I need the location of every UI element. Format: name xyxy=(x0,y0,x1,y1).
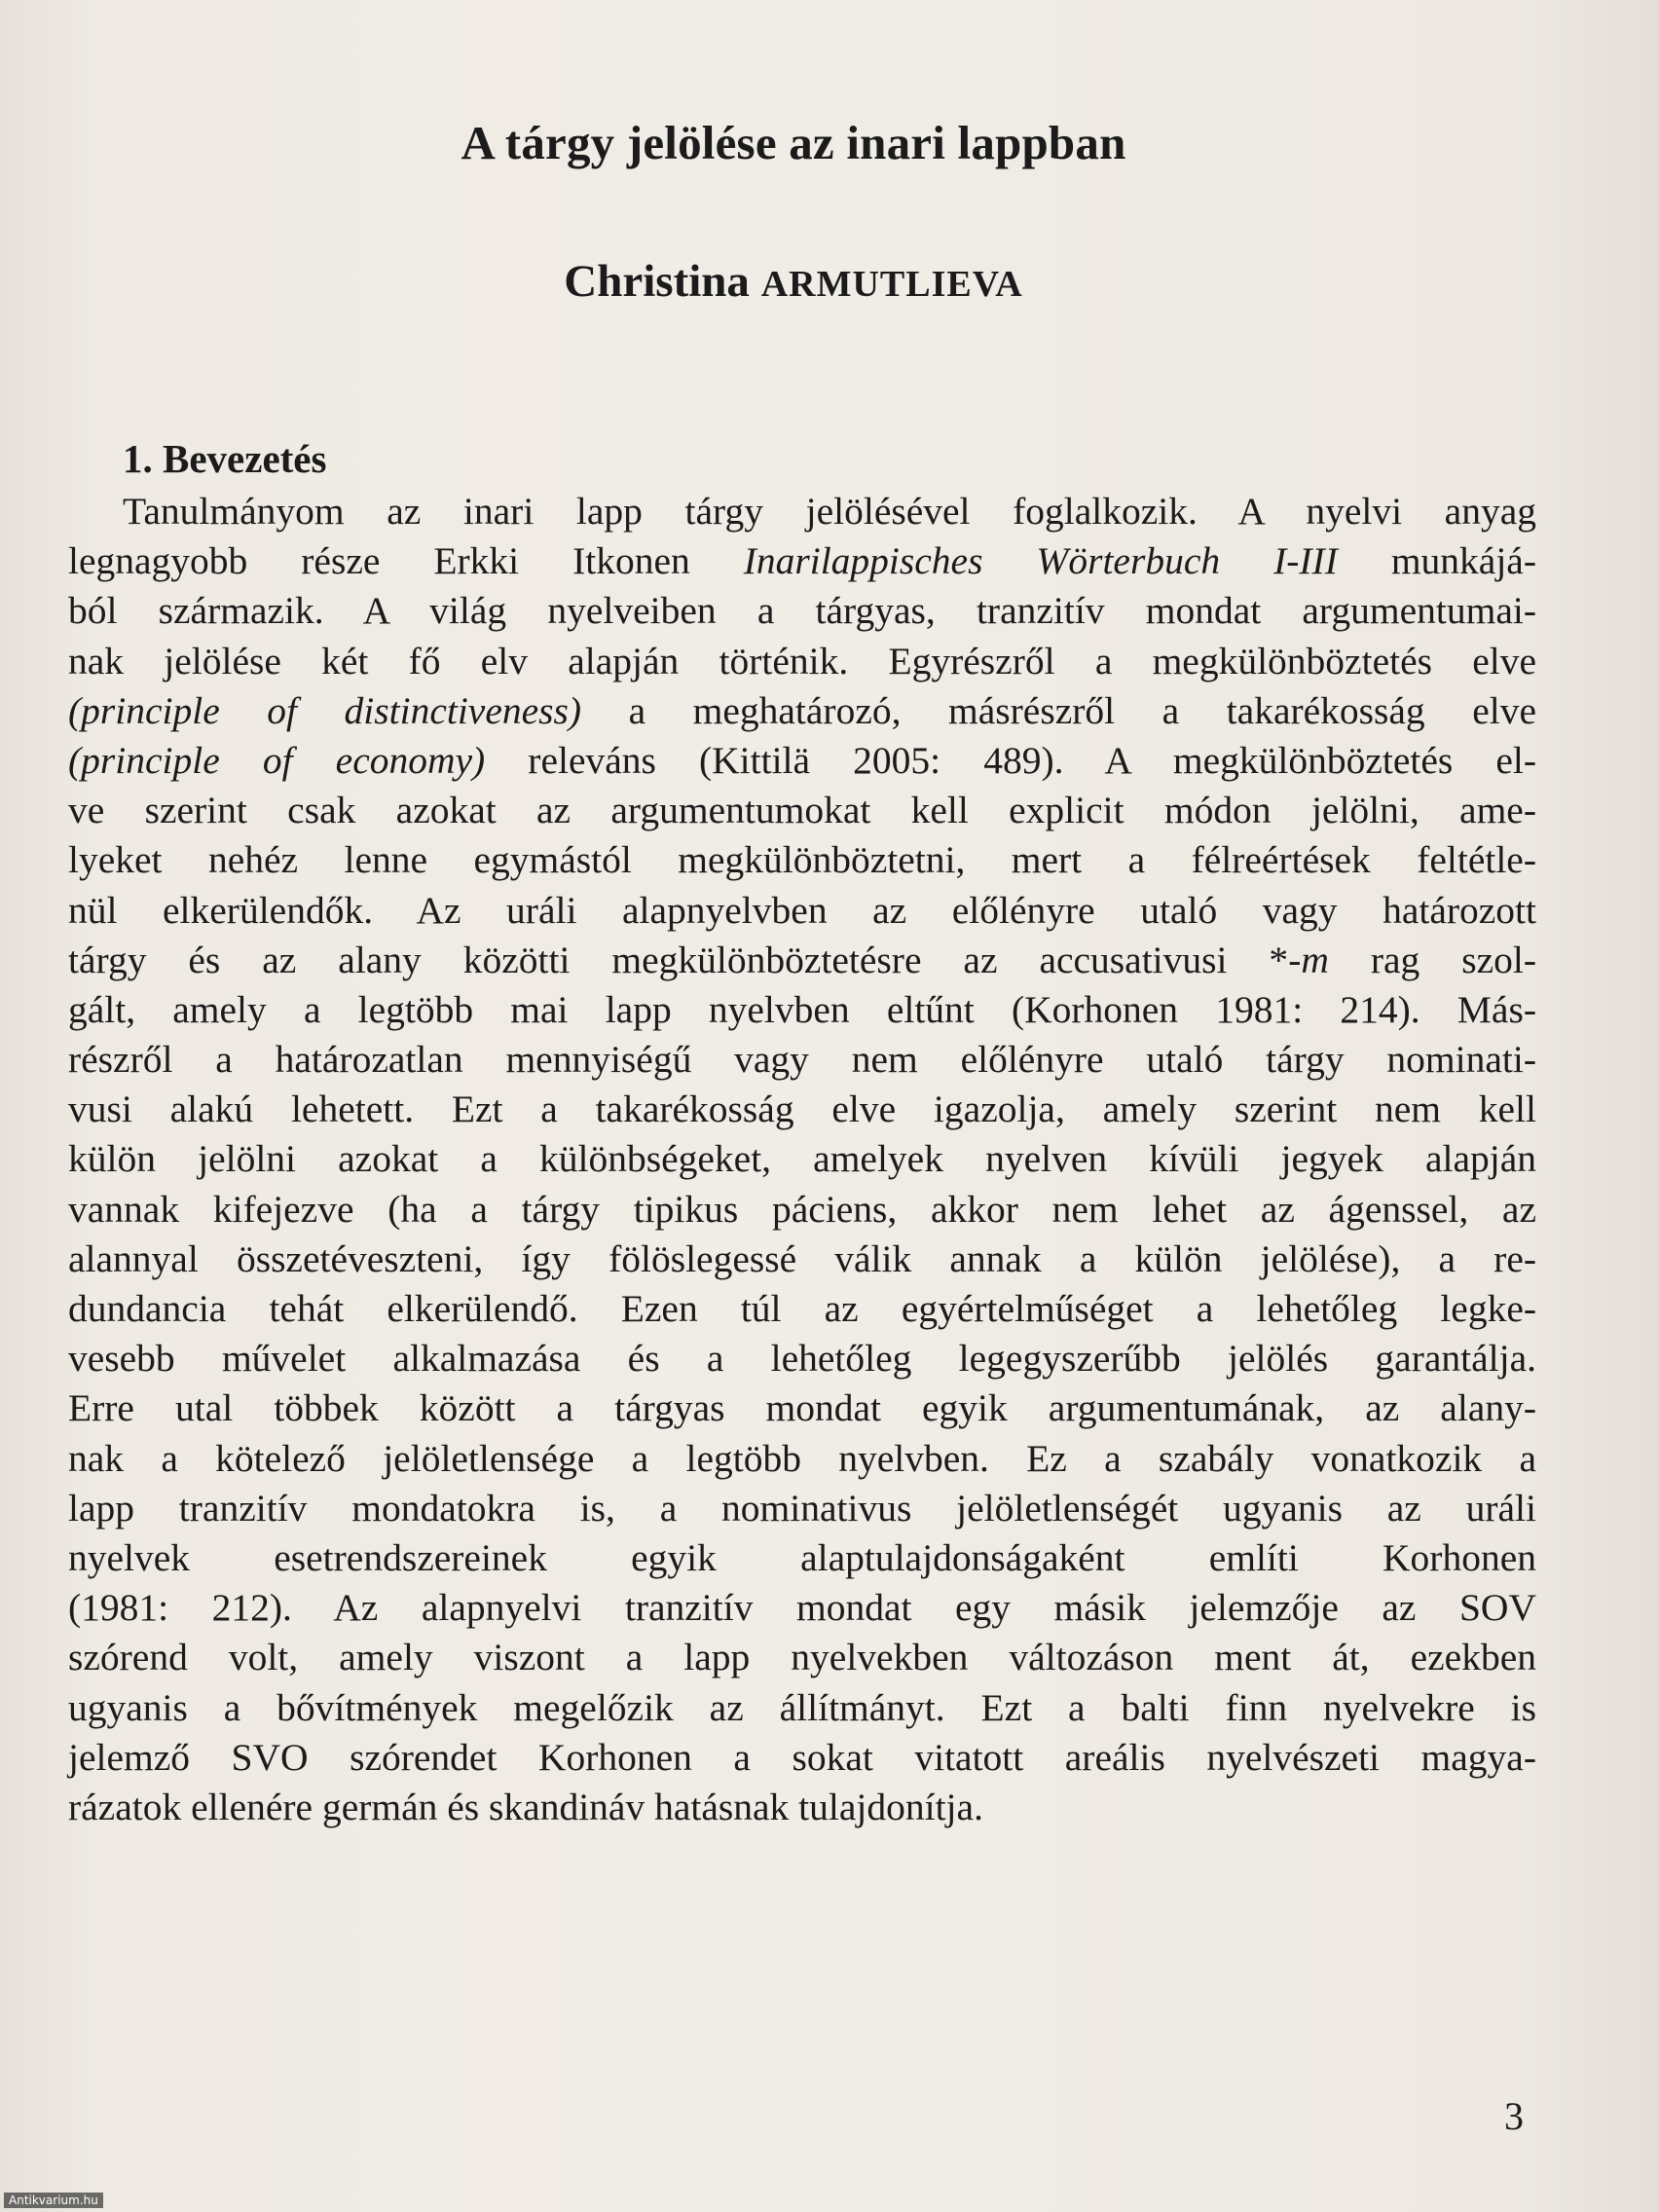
paragraph-line xyxy=(68,886,1536,936)
text-segment: vusi alakú lehetett. Ezt a takarékosság elve igazolja, amely szerint nem kell xyxy=(68,1088,1536,1131)
paragraph-line xyxy=(68,1783,1536,1832)
paragraph-line xyxy=(68,985,1536,1035)
text-segment: rag szol- xyxy=(1328,938,1536,981)
section-heading: 1. Bevezetés xyxy=(123,436,327,481)
text-segment: alannyal összetéveszteni, így fölöslegessé válik annak a külön jelölése), a re- xyxy=(68,1236,1536,1280)
text-segment: ve szerint csak azokat az argumentumokat kell explicit módon jelölni, ame- xyxy=(68,789,1536,832)
text-segment: tárgy és az alany közötti megkülönböztetésre az accusativusi * xyxy=(68,938,1289,981)
paragraph-line xyxy=(68,586,1536,636)
italic-segment: -m xyxy=(1288,938,1329,981)
page-number: 3 xyxy=(1504,2094,1524,2138)
text-segment: releváns (Kittilä 2005: 489). A megkülönböztetés el- xyxy=(485,738,1536,782)
paragraph-line xyxy=(68,1185,1536,1235)
paragraph-line xyxy=(68,1484,1536,1533)
paragraph-line xyxy=(68,1035,1536,1085)
text-segment: szórend volt, amely viszont a lapp nyelvekben változáson ment át, ezekben xyxy=(68,1636,1536,1679)
paragraph-line xyxy=(68,1683,1536,1733)
paragraph-line xyxy=(68,1235,1536,1284)
paragraph-line xyxy=(68,1134,1536,1184)
text-segment: lapp tranzitív mondatokra is, a nominativus jelöletlenségét ugyanis az uráli xyxy=(68,1486,1536,1530)
text-segment: munkájá- xyxy=(1337,539,1536,583)
italic-segment: (principle of economy) xyxy=(68,738,486,782)
text-segment: nül elkerülendők. Az uráli alapnyelvben az előlényre utaló vagy határozott xyxy=(68,888,1536,932)
text-segment: külön jelölni azokat a különbségeket, amelyek nyelven kívüli jegyek alapján xyxy=(68,1137,1536,1181)
text-segment: ugyanis a bővítmények megelőzik az állítmányt. Ezt a balti finn nyelvekre is xyxy=(68,1685,1536,1729)
author-last-name: ARMUTLIEVA xyxy=(760,264,1023,305)
paragraph-line xyxy=(68,936,1536,985)
body-paragraph xyxy=(68,487,1536,1832)
paragraph-line xyxy=(68,1085,1536,1134)
paragraph-line xyxy=(68,487,1536,536)
text-segment: Tanulmányom az inari lapp tárgy jelölésével foglalkozik. A nyelvi anyag xyxy=(123,490,1536,533)
paragraph-line xyxy=(68,1284,1536,1334)
text-segment: ból származik. A világ nyelveiben a tárgyas, tranzitív mondat argumentumai- xyxy=(68,589,1536,633)
text-segment: (1981: 212). Az alapnyelvi tranzitív mondat egy másik jelemzője az SOV xyxy=(68,1586,1536,1630)
paragraph-line xyxy=(68,736,1536,786)
text-segment: nak a kötelező jelöletlensége a legtöbb nyelvben. Ez a szabály vonatkozik a xyxy=(68,1436,1536,1480)
paragraph-line xyxy=(68,1733,1536,1783)
text-segment: Erre utal többek között a tárgyas mondat egyik argumentumának, az alany- xyxy=(68,1386,1536,1430)
author-name xyxy=(0,255,1587,308)
text-segment: a meghatározó, másrészről a takarékosság elve xyxy=(581,688,1536,732)
text-segment: jelemző SVO szórendet Korhonen a sokat vitatott areális nyelvészeti magya- xyxy=(68,1735,1536,1779)
paragraph-line xyxy=(68,1633,1536,1682)
paragraph-line xyxy=(68,1434,1536,1484)
paragraph-line xyxy=(68,686,1536,736)
text-segment: részről a határozatlan mennyiségű vagy nem előlényre utaló tárgy nominati- xyxy=(68,1038,1536,1082)
text-segment: rázatok ellenére germán és skandináv hatásnak tulajdonítja. xyxy=(68,1785,983,1828)
paragraph-line xyxy=(68,1383,1536,1433)
text-segment: legnagyobb része Erkki Itkonen xyxy=(68,539,744,583)
paragraph-line xyxy=(68,637,1536,686)
paragraph-line xyxy=(68,1583,1536,1633)
watermark-label: Antikvarium.hu xyxy=(4,2193,103,2208)
italic-segment: (principle of distinctiveness) xyxy=(68,688,582,732)
article-title: A tárgy jelölése az inari lappban xyxy=(461,116,1126,169)
text-segment: nak jelölése két fő elv alapján történik. Egyrészről a megkülönböztetés elve xyxy=(68,639,1536,682)
text-segment: vesebb művelet alkalmazása és a lehetőleg legegyszerűbb jelölés garantálja. xyxy=(68,1337,1536,1381)
text-segment: nyelvek esetrendszereinek egyik alaptulajdonságaként említi Korhonen xyxy=(68,1535,1536,1579)
text-segment: vannak kifejezve (ha a tárgy tipikus páciens, akkor nem lehet az ágenssel, az xyxy=(68,1187,1536,1231)
text-segment: dundancia tehát elkerülendő. Ezen túl az egyértelműséget a lehetőleg legke- xyxy=(68,1287,1536,1330)
author-first-name: Christina xyxy=(564,256,750,307)
paragraph-line xyxy=(68,835,1536,885)
paragraph-line xyxy=(68,786,1536,835)
paragraph-line xyxy=(68,536,1536,586)
text-segment: gált, amely a legtöbb mai lapp nyelvben eltűnt (Korhonen 1981: 214). Más- xyxy=(68,987,1536,1031)
paragraph-line xyxy=(68,1533,1536,1583)
text-segment: lyeket nehéz lenne egymástól megkülönböztetni, mert a félreértések feltétle- xyxy=(68,838,1536,882)
italic-segment: Inarilappisches Wörterbuch I-III xyxy=(743,539,1338,583)
paragraph-line xyxy=(68,1334,1536,1383)
